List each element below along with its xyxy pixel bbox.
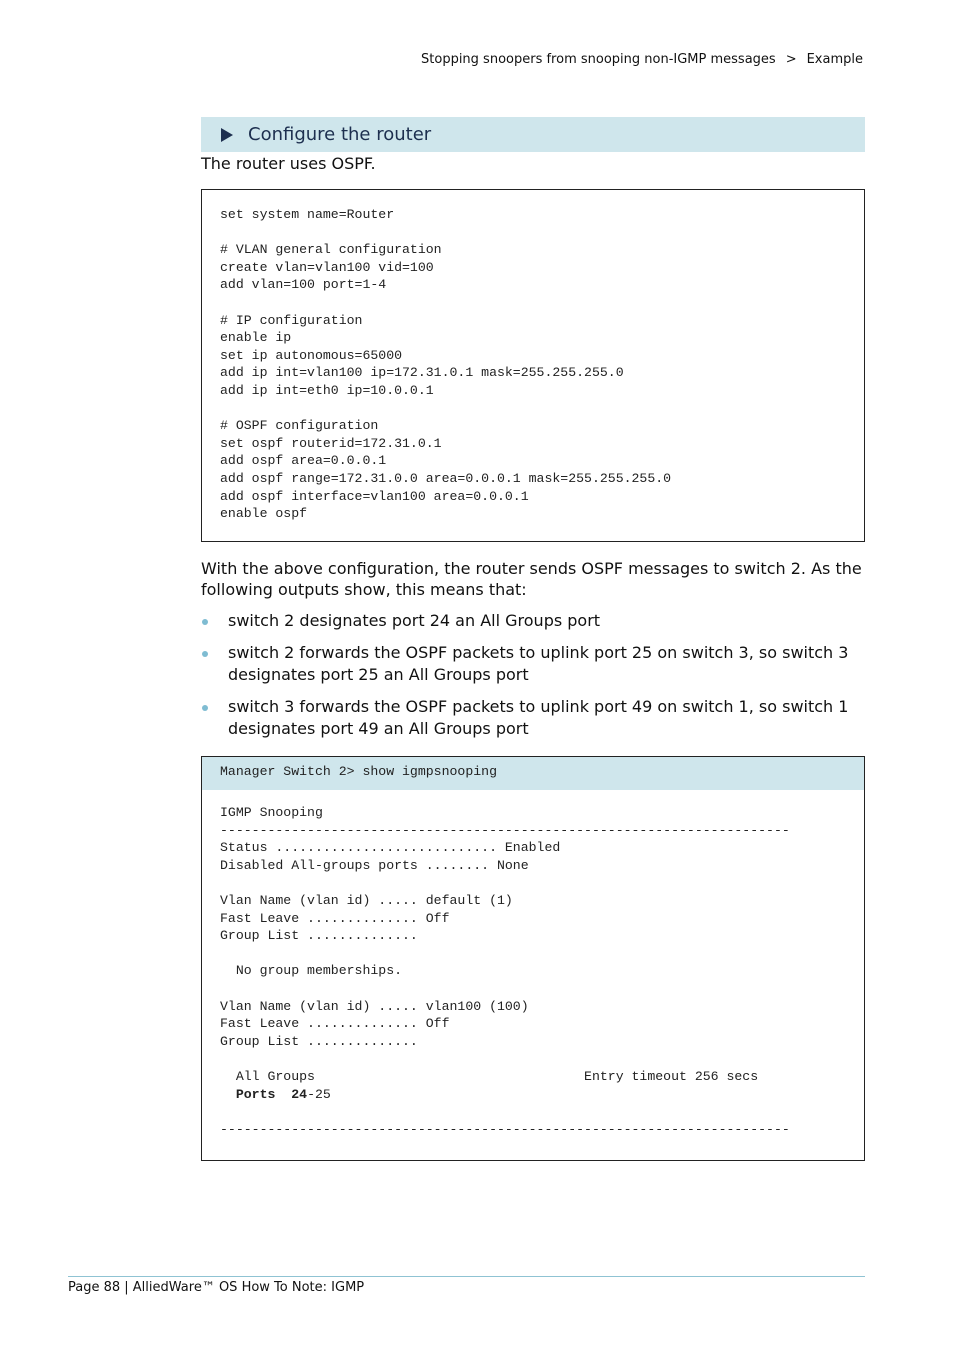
header-separator: > bbox=[785, 52, 797, 67]
bullet-list bbox=[201, 610, 865, 750]
bullet-text: switch 3 forwards the OSPF packets to uplink port 49 on switch 1, so switch 1 designates port 49 an All Groups port bbox=[228, 697, 849, 738]
bullet-text: switch 2 forwards the OSPF packets to uplink port 25 on switch 3, so switch 3 designates port 25 an All Groups port bbox=[228, 643, 849, 684]
footer-divider bbox=[68, 1276, 865, 1277]
header-subsection: Example bbox=[806, 52, 863, 67]
bullet-text: switch 2 designates port 24 an All Groups port bbox=[228, 611, 601, 630]
bullet-icon bbox=[202, 705, 208, 711]
bullet-icon bbox=[202, 619, 208, 625]
list-item bbox=[201, 642, 865, 686]
output-text-after: ------------------------------------------------------------------------ bbox=[220, 1121, 790, 1137]
router-config-code: set system name=Router # VLAN general configuration create vlan=vlan100 vid=100 add vlan=100 port=1-4 # IP configuration enable ip set ip autonomous=65000 add ip int=vlan100 ip=172.31.0.1 mask=255.255.255.0 add ip int=eth0 ip=10.0.0.1 # OSPF configuration set ospf routerid=172.31.0.1 add ospf area=0.0.0.1 add ospf range=172.31.0.0 area=0.0.0.1 mask=255.255.255.0 add ospf interface=vlan100 area=0.0.0.1 enable ospf bbox=[220, 207, 672, 522]
ports-label: Ports bbox=[235, 1086, 276, 1102]
body-paragraph: With the above configuration, the router sends OSPF messages to switch 2. As the following outputs show, this means that: bbox=[201, 559, 862, 599]
igmp-output-box bbox=[201, 756, 865, 1161]
router-config-box bbox=[201, 189, 865, 542]
header-section: Stopping snoopers from snooping non-IGMP messages bbox=[421, 52, 776, 67]
ports-value-rest: -25 bbox=[307, 1086, 331, 1102]
list-item bbox=[201, 610, 865, 632]
section-title: Configure the router bbox=[248, 124, 432, 145]
command-text: Manager Switch 2> show igmpsnooping bbox=[220, 764, 497, 779]
running-header bbox=[421, 52, 863, 67]
ports-value-bold: 24 bbox=[291, 1086, 308, 1102]
page-footer: Page 88 | AlliedWare™ OS How To Note: IGMP bbox=[68, 1280, 365, 1295]
command-output bbox=[202, 790, 864, 1138]
list-item bbox=[201, 696, 865, 740]
triangle-right-icon bbox=[221, 128, 233, 142]
ports-line bbox=[220, 1086, 846, 1104]
bullet-icon bbox=[202, 651, 208, 657]
output-text-before: IGMP Snooping ------------------------------------------------------------------------ Status ............................ Enabled Disabled All-groups ports ........ None Vlan Name (vlan id) ..... default (1) Fast Leave .............. Off Group List .............. No group memberships. Vlan Name (vlan id) ..... vlan100 (100) Fast Leave .............. Off Group List .............. All Groups Entry timeout 256 secs bbox=[220, 805, 790, 1084]
section-heading-bar bbox=[201, 117, 865, 152]
intro-text: The router uses OSPF. bbox=[201, 154, 376, 173]
command-line-bar bbox=[202, 757, 864, 790]
